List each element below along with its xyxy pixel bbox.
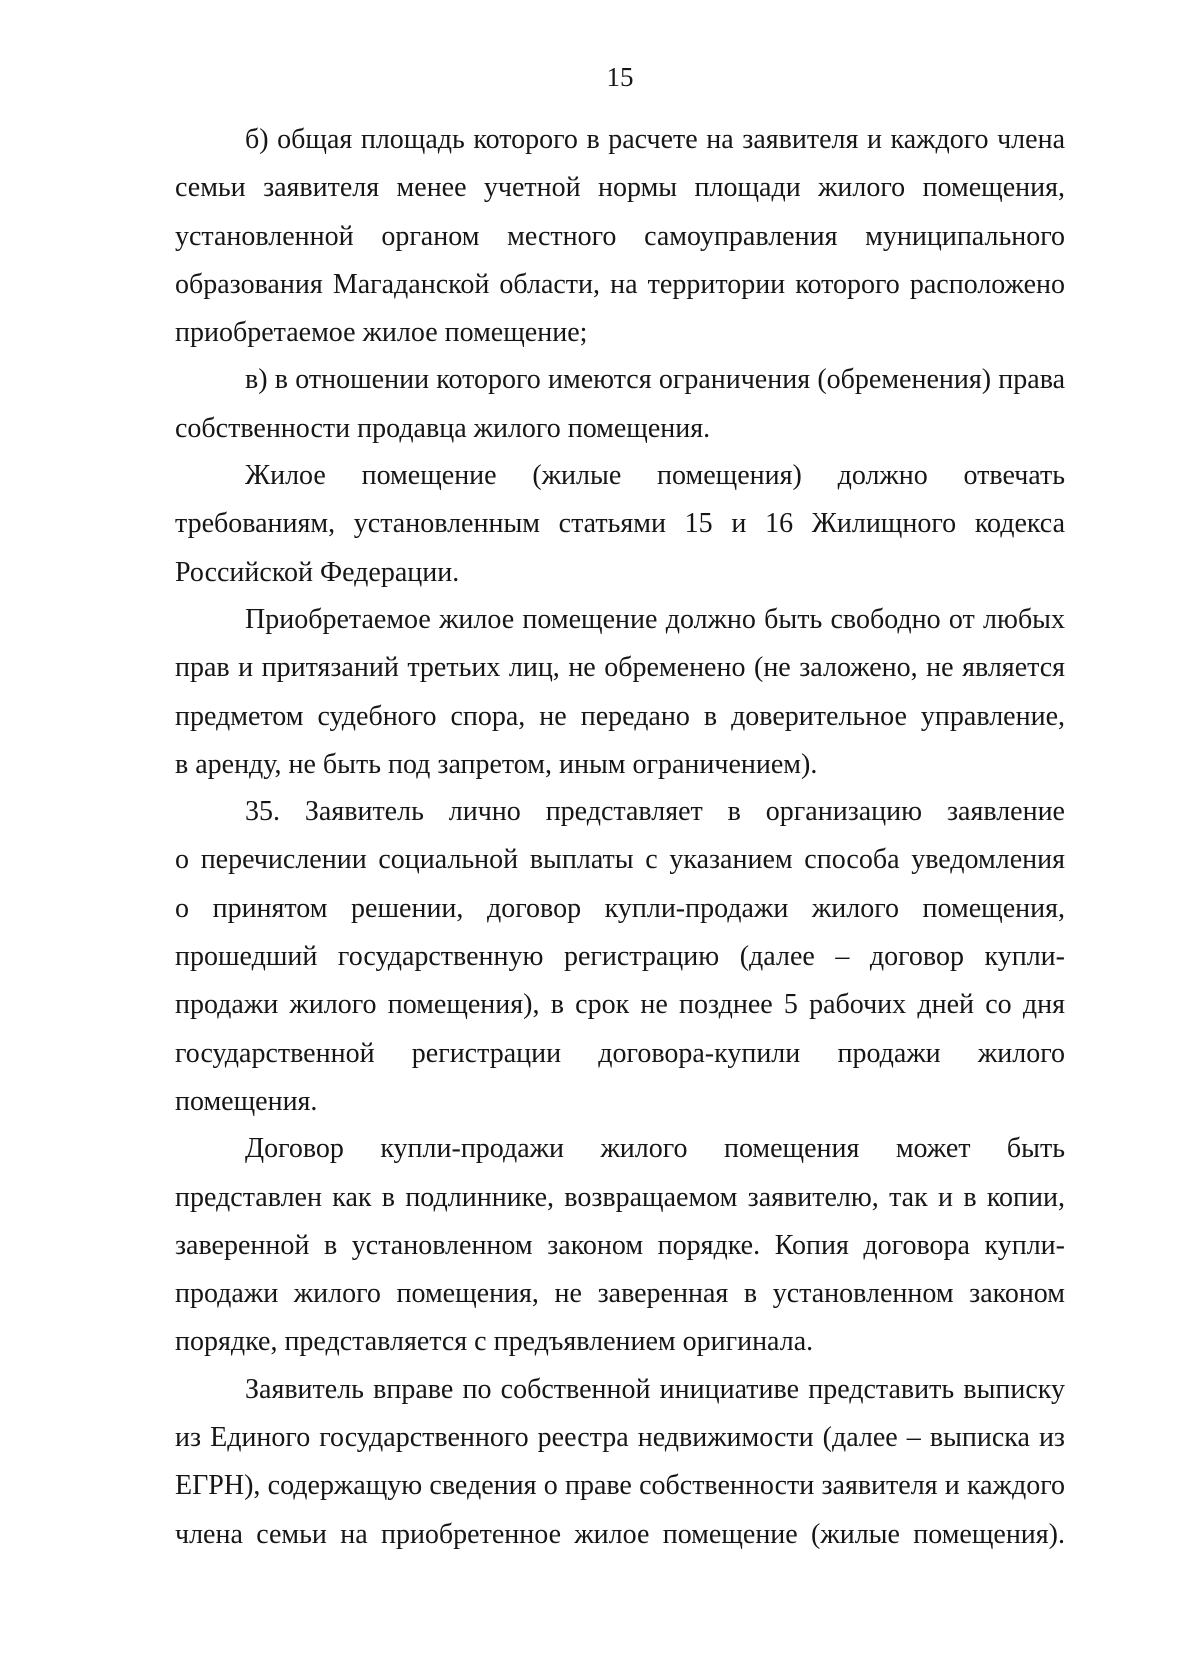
text-line: заверенной в установленном законом порядке. Копия договора купли- xyxy=(175,1229,1065,1261)
text-line: Российской Федерации. xyxy=(175,556,460,588)
text-line: помещения. xyxy=(175,1085,318,1117)
text-line: Договор купли-продажи жилого помещения может быть xyxy=(245,1133,1065,1165)
paragraph-egrn-extract xyxy=(175,1366,1065,1559)
text-line: члена семьи на приобретенное жилое помещение (жилые помещения). xyxy=(175,1518,1065,1550)
text-line: требованиям, установленным статьями 15 и 16 Жилищного кодекса xyxy=(175,508,1065,540)
paragraph-housing-requirements xyxy=(175,452,1065,597)
text-line: собственности продавца жилого помещения. xyxy=(175,412,711,444)
text-line: ЕГРН), содержащую сведения о праве собственности заявителя и каждого xyxy=(175,1470,1065,1502)
document-body xyxy=(175,116,1065,1559)
text-line: прошедший государственную регистрацию (далее – договор купли- xyxy=(175,941,1065,973)
text-line: из Единого государственного реестра недвижимости (далее – выписка из xyxy=(175,1422,1065,1454)
text-line: предметом судебного спора, не передано в доверительное управление, xyxy=(175,700,1065,732)
text-line: представлен как в подлиннике, возвращаемом заявителю, так и в копии, xyxy=(175,1181,1065,1213)
text-line: 35. Заявитель лично представляет в организацию заявление xyxy=(245,796,1065,828)
text-line: установленной органом местного самоуправления муниципального xyxy=(175,220,1065,252)
text-line: Жилое помещение (жилые помещения) должно отвечать xyxy=(245,460,1065,492)
text-line: порядке, представляется с предъявлением оригинала. xyxy=(175,1326,814,1358)
text-line: продажи жилого помещения, не заверенная в установленном законом xyxy=(175,1278,1065,1310)
text-line: государственной регистрации договора-купили продажи жилого xyxy=(175,1037,1065,1069)
text-line: образования Магаданской области, на территории которого расположено xyxy=(175,268,1065,300)
text-line: б) общая площадь которого в расчете на заявителя и каждого члена xyxy=(245,124,1065,155)
text-line: о перечислении социальной выплаты с указанием способа уведомления xyxy=(175,844,1065,876)
paragraph-35 xyxy=(175,788,1065,1126)
text-line: прав и притязаний третьих лиц, не обременено (не заложено, не является xyxy=(175,652,1065,684)
paragraph-contract-copy xyxy=(175,1125,1065,1366)
text-line: продажи жилого помещения), в срок не позднее 5 рабочих дней со дня xyxy=(175,989,1065,1021)
text-line: семьи заявителя менее учетной нормы площади жилого помещения, xyxy=(175,172,1065,204)
text-line: о принятом решении, договор купли-продажи жилого помещения, xyxy=(175,892,1065,924)
text-line: Заявитель вправе по собственной инициативе представить выписку xyxy=(245,1373,1065,1405)
paragraph-b xyxy=(175,116,1065,357)
paragraph-v xyxy=(175,356,1065,453)
paragraph-free-of-rights xyxy=(175,596,1065,789)
text-line: приобретаемое жилое помещение; xyxy=(175,317,588,349)
text-line: в) в отношении которого имеются ограничения (обременения) права xyxy=(245,364,1065,396)
text-line: Приобретаемое жилое помещение должно быть свободно от любых xyxy=(245,603,1065,635)
page-number: 15 xyxy=(606,62,634,92)
text-line: в аренду, не быть под запретом, иным ограничением). xyxy=(175,748,818,780)
